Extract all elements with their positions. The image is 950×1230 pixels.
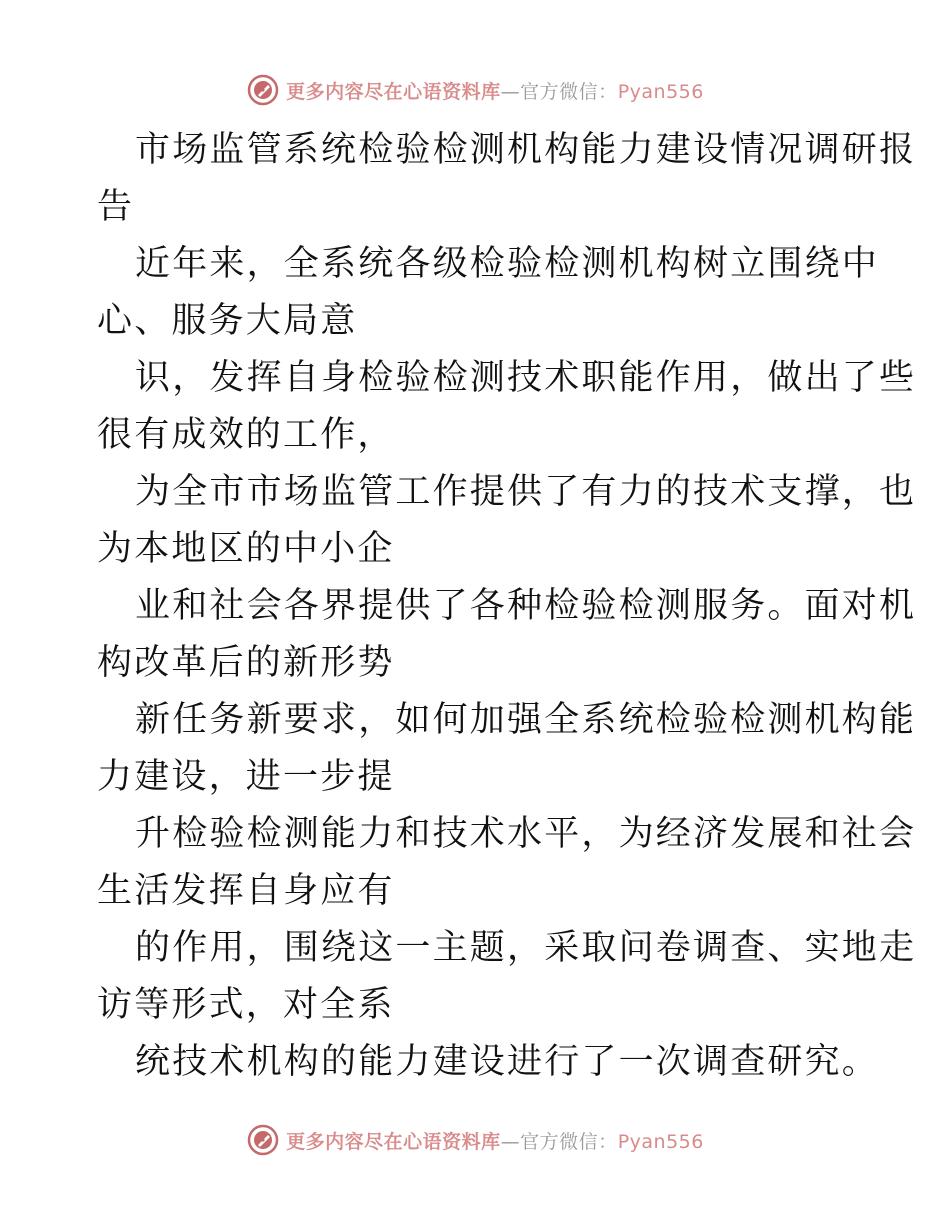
doc-line: 告 <box>97 187 135 227</box>
banner-site-name: 更多内容尽在心语资料库 <box>286 1130 501 1153</box>
pen-nib-circle-icon <box>246 1123 280 1157</box>
footer-watermark-banner <box>0 1120 950 1160</box>
doc-line: 力建设，进一步提 <box>97 757 395 797</box>
doc-line: 市场监管系统检验检测机构能力建设情况调研报 <box>135 130 917 170</box>
doc-line: 的作用，围绕这一主题，采取问卷调查、实地走 <box>135 928 917 968</box>
doc-line: 很有成效的工作， <box>97 415 395 455</box>
doc-line: 心、服务大局意 <box>97 301 358 341</box>
header-watermark-banner <box>0 70 950 110</box>
doc-line: 升检验检测能力和技术水平，为经济发展和社会 <box>135 814 917 854</box>
doc-line: 业和社会各界提供了各种检验检测服务。面对机 <box>135 586 917 626</box>
doc-line: 统技术机构的能力建设进行了一次调查研究。 <box>135 1042 880 1082</box>
doc-line: 新任务新要求，如何加强全系统检验检测机构能 <box>135 700 917 740</box>
pen-nib-circle-icon <box>246 73 280 107</box>
banner-dash: — <box>500 80 521 103</box>
doc-line: 生活发挥自身应有 <box>97 871 395 911</box>
doc-line: 为本地区的中小企 <box>97 529 395 569</box>
doc-line: 近年来，全系统各级检验检测机构树立围绕中 <box>135 244 880 284</box>
doc-line: 识，发挥自身检验检测技术职能作用，做出了些 <box>135 358 917 398</box>
doc-line: 为全市市场监管工作提供了有力的技术支撑，也 <box>135 472 917 512</box>
document-body <box>97 122 917 1091</box>
banner-text <box>286 77 704 104</box>
banner-text <box>286 1127 704 1154</box>
banner-site-name: 更多内容尽在心语资料库 <box>286 80 501 103</box>
banner-wechat-id: Pyan556 <box>617 80 704 103</box>
banner-wechat-label: 官方微信： <box>520 80 618 103</box>
banner-wechat-label: 官方微信： <box>520 1130 618 1153</box>
banner-dash: — <box>500 1130 521 1153</box>
doc-line: 构改革后的新形势 <box>97 643 395 683</box>
doc-line: 访等形式，对全系 <box>97 985 395 1025</box>
banner-wechat-id: Pyan556 <box>617 1130 704 1153</box>
